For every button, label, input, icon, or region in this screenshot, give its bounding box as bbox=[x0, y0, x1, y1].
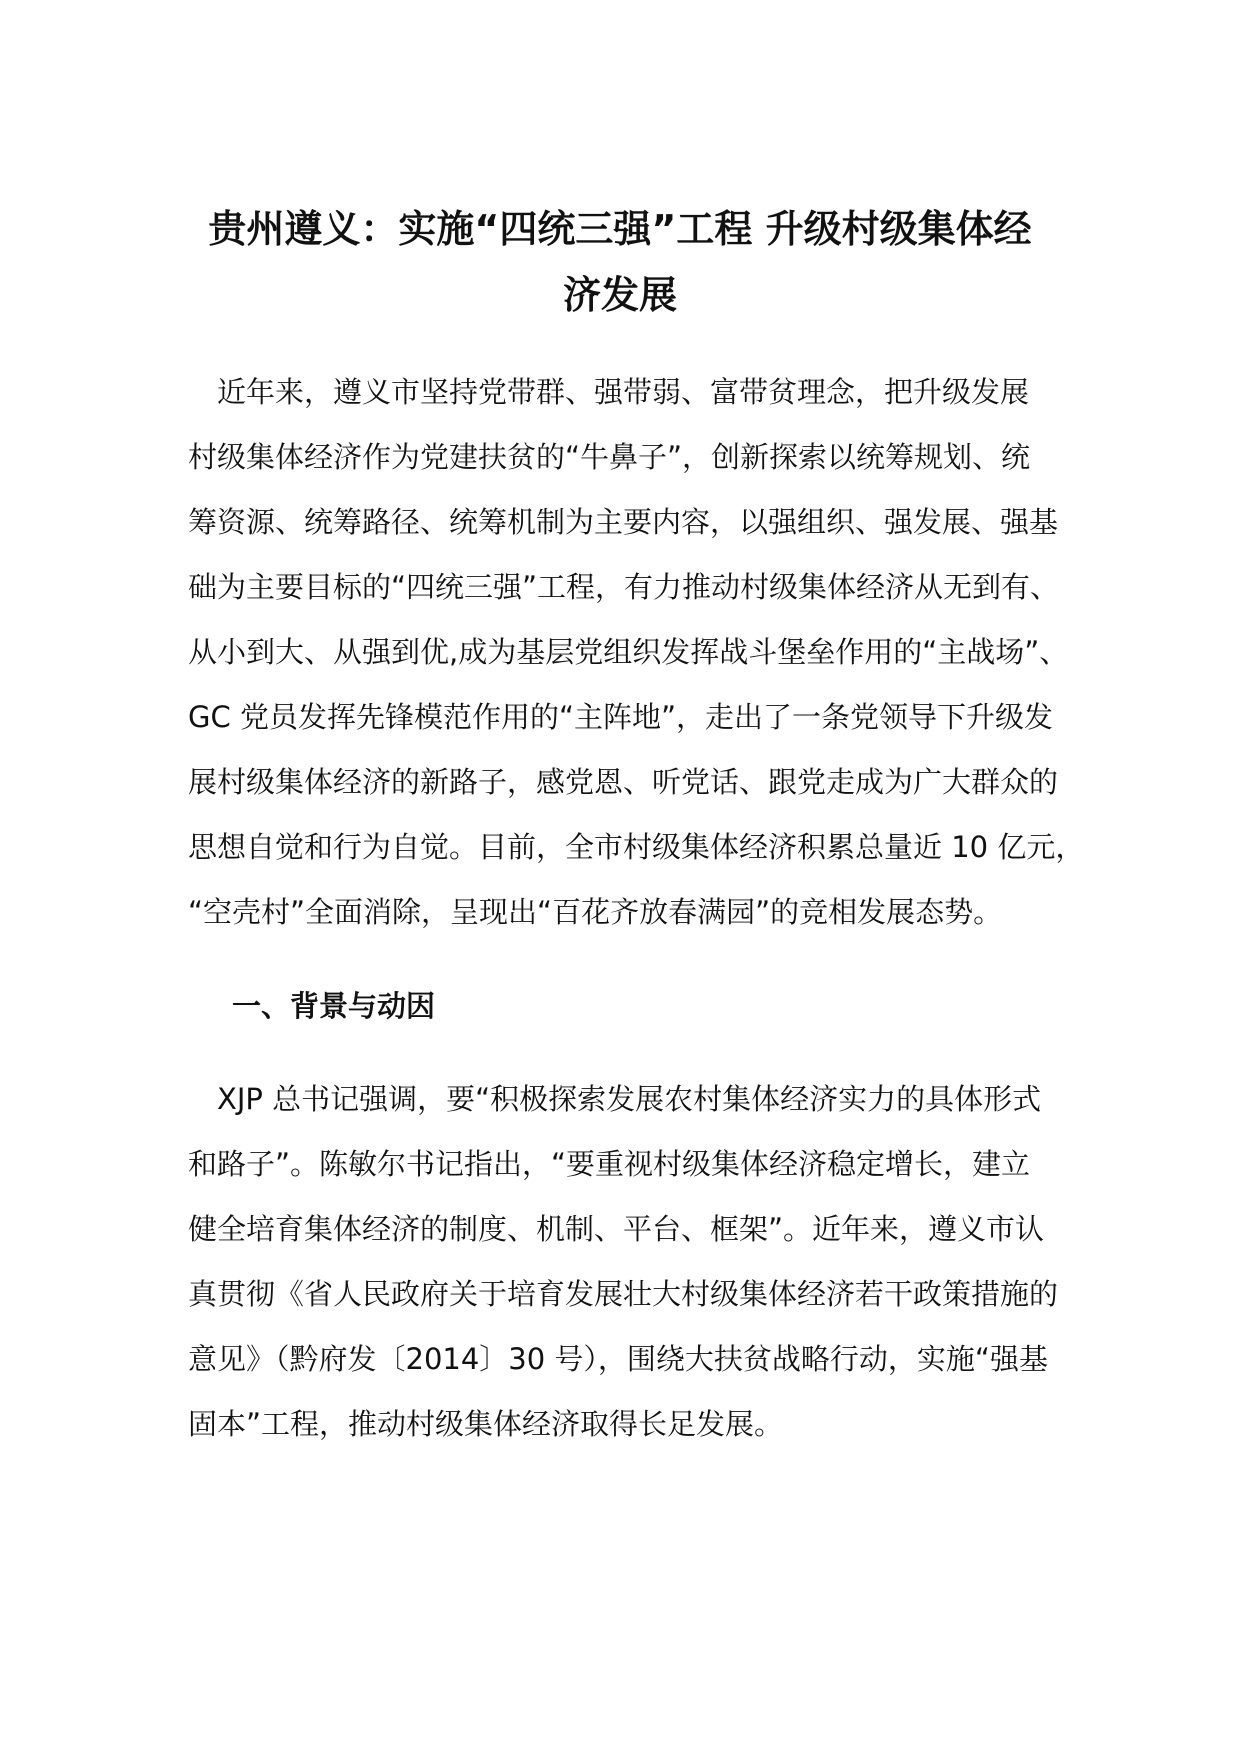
text-line: 思想自觉和行为自觉。目前，全市村级集体经济积累总量近 10 亿元， bbox=[188, 830, 1085, 864]
background-paragraph bbox=[188, 1067, 1064, 1457]
text-line: 展村级集体经济的新路子，感党恩、听党话、跟党走成为广大群众的 bbox=[188, 765, 1059, 799]
text-line: 近年来，遵义市坚持党带群、强带弱、富带贫理念，把升级发展 bbox=[188, 375, 1030, 409]
title-line: 济发展 bbox=[562, 273, 677, 317]
text-line: 从小到大、从强到优,成为基层党组织发挥战斗堡垒作用的“主战场”、 bbox=[188, 635, 1069, 669]
text-line: 健全培育集体经济的制度、机制、平台、框架”。近年来，遵义市认 bbox=[188, 1212, 1045, 1246]
text-line: 础为主要目标的“四统三强”工程，有力推动村级集体经济从无到有、 bbox=[188, 570, 1060, 604]
text-line: “空壳村”全面消除，呈现出“百花齐放春满园”的竞相发展态势。 bbox=[188, 895, 1003, 929]
title-line: 贵州遵义：实施“四统三强”工程 升级村级集体经 bbox=[208, 207, 1032, 251]
text-line: 村级集体经济作为党建扶贫的“牛鼻子”，创新探索以统筹规划、统 bbox=[188, 440, 1031, 474]
section-heading: 一、背景与动因 bbox=[232, 989, 436, 1023]
intro-paragraph bbox=[188, 360, 1085, 945]
text-line: 筹资源、统筹路径、统筹机制为主要内容，以强组织、强发展、强基 bbox=[188, 505, 1059, 539]
text-line: XJP 总书记强调，要“积极探索发展农村集体经济实力的具体形式 bbox=[188, 1082, 1042, 1116]
text-line: 固本”工程，推动村级集体经济取得长足发展。 bbox=[188, 1407, 784, 1441]
document-title bbox=[188, 196, 1052, 328]
text-line: GC 党员发挥先锋模范作用的“主阵地”，走出了一条党领导下升级发 bbox=[188, 700, 1053, 734]
text-line: 和路子”。陈敏尔书记指出，“要重视村级集体经济稳定增长，建立 bbox=[188, 1147, 1031, 1181]
text-line: 意见》（黔府发〔2014〕30 号），围绕大扶贫战略行动，实施“强基 bbox=[188, 1342, 1048, 1376]
text-line: 真贯彻《省人民政府关于培育发展壮大村级集体经济若干政策措施的 bbox=[188, 1277, 1059, 1311]
